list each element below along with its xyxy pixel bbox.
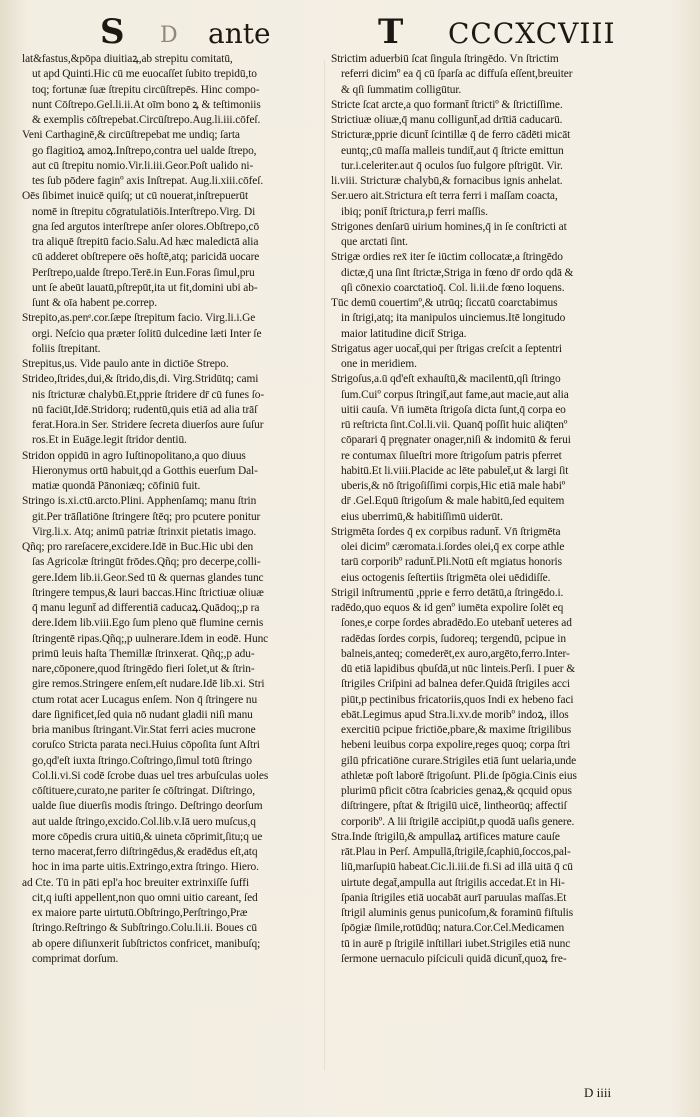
text-line: Stricturæ,pprie dicunt̄ ſcintillæ q̄ de ferro cādēti micāt (331, 129, 571, 142)
text-line: ſum.Cuiº corpus ſtringit̄,aut fame,aut macie,aut alia (341, 388, 569, 401)
text-line: gire remos.Stringere enſem,eſt nudare.Idē lib.xi. Stri (32, 678, 265, 691)
text-line: Strigatus ager uocat̄,qui per ſtrigas creſcit a ſeptentri (331, 342, 562, 355)
text-line: in ſtrigi,atq; ita manipulos uinciemus.Itē longitudo (341, 312, 566, 325)
text-line: habitū.Et li.viii.Placide ac lēte pabulet̄,ut & largi ſit (341, 464, 569, 477)
text-line: Strepitus,us. Vide paulo ante in dictiōe Strepo. (22, 358, 229, 370)
text-line: olei dicimº cæromata.i.ſordes olei,q̄ ex corpe athle (341, 541, 565, 553)
text-line: aut cū ſtrepitu nomio.Vir.li.iii.Geor.Poſt ualido ni- (32, 159, 254, 172)
text-line: eius octogenis ſeſtertiis ſtrigmēta olei uēdidiſſe. (341, 571, 551, 584)
text-line: rū reſtricta ſint.Col.li.vii. Quanq̄ poſſit huic aliq̄tenº (341, 419, 568, 431)
text-line: q̄ manu legunt̄ ad differentiā caducaꝝ.Quādoq;,p ra (32, 602, 260, 614)
text-line: Strigmēta ſordes q̄ ex corpibus radunt̄. Vn̄ ſtrigmēta (331, 525, 561, 538)
text-line: corporibº. A lii ſtrigilē accipiūt,p quodā uaſis genere. (341, 815, 575, 828)
text-line: comprimat dorſum. (32, 952, 119, 965)
text-line: ibiq; ponit̄ ſtrictura,p ferri maſſis. (341, 205, 488, 218)
text-line: foliis ſtrepitant. (32, 342, 101, 355)
text-line: exercitiū pcipue frictiōe,pbare,& maxime ſtrigilibus (341, 724, 572, 736)
text-line: balneis,anteq; comederēt,ex auro,argēto,ferro.Inter- (341, 647, 570, 660)
text-line: git.Per trāſlatiōne ſtringere ſtēq; pro pcutere ponitur (32, 510, 261, 523)
text-line: Strictim aduerbiū ſcat ſingula ſtringēdo. Vn ſtrictim (331, 53, 559, 65)
text-line: bria manibus ſtringant.Vir.Stat ferri acies mucrone (32, 724, 256, 736)
text-line: coruſco Stricta parata neci.Huius cōpoſita ſunt Aſtri (32, 739, 260, 752)
header-left-word: ante (208, 17, 271, 50)
text-line: Strideo,ſtrides,dui,& ſtrido,dis,di. Virg.Stridūtq; cami (22, 373, 259, 386)
text-line: ad Cte. Tū in pāti epl'a hoc breuiter extrinxiſſe ſuffi (22, 876, 250, 889)
text-line: nis ſtricturæ chalybū.Et,pprie ſtridere dr̄ cū funes ſo- (32, 388, 265, 401)
text-line: Virg.li.x. Atq; animū patriæ ſtrinxit pietatis imago. (32, 525, 257, 538)
text-line: ſones,e corpe ſordes abradēdo.Eo utebant̄ ueteres ad (341, 617, 572, 630)
text-line: eius uberrimū,& habitiſſimū uiderūt. (341, 510, 503, 523)
text-line: ſtringere tempus,& lauri baccas.Hinc ſtrictiuæ oliuæ (32, 586, 264, 599)
text-line: li.viii. Stricturæ chalybū,& fornacibus ignis anhelat. (331, 175, 563, 187)
text-line: ut apd Quinti.Hic cū me euocaſſet ſubito trepidū,to (32, 68, 257, 81)
text-line: piūt,p pectinibus fricatoriis,quos Indi ex hebeno faci (341, 693, 574, 706)
text-line: diſtringere, pſtat & ſtrigilū uicē, lintheorūq; affectiſ (341, 800, 567, 813)
text-line: que arctati ſint. (341, 236, 408, 248)
text-line: Strepito,as.penᵉ.cor.ſæpe ſtrepitum facio. Virg.li.i.Ge (22, 312, 256, 325)
text-line: Hieronymus ortū habuit,qd a Gotthis euerſum Dal- (32, 464, 258, 477)
text-line: gna ſed argutos interſtrepe anſer olores.Obſtrepo,cō (32, 220, 260, 233)
text-line: nunt Cōſtrepo.Gel.li.ii.At oīm bono ꝝ & teſtimoniis (32, 98, 261, 111)
left-text-column (22, 52, 324, 967)
text-line: tū in aurē p ſtrigilē inſtillari iubet.Strigiles etiā nunc (341, 937, 571, 950)
signature-mark: D iiii (584, 1085, 612, 1100)
text-line: euntq;,cū maſſa malleis tundit̄,aut q̄ ſtricte emittun (341, 144, 564, 157)
text-line: dr̄ .Gel.Equū ſtrigoſum & male habitū,ſed equitem (341, 495, 565, 508)
header-left-initial: S (100, 12, 125, 52)
text-line: uberis,& nō ſtrigoſiſſimi corpis,Hic etiā male habiº (341, 480, 566, 492)
text-line: & qſi ſummatim colligūtur. (341, 83, 462, 96)
text-line: rāt.Plau in Perſ. Ampullā,ſtrigilē,ſcaphiū,ſoccos,pal- (341, 846, 571, 858)
text-line: maior latitudine dicit̄ Striga. (341, 327, 467, 340)
text-line: liū,marſupiū habeat.Cic.li.iii.de fi.Si ad illā uitā q̄ cū (341, 861, 573, 874)
text-line: more cōpedis crura uitiū,& uineta cōprimit,ſitu;q ue (32, 830, 263, 843)
text-line: matiæ quondā Pānoniæq; cōfiniū fuit. (32, 480, 201, 492)
text-line: Stringo is.xi.ctū.arcto.Plini. Apphenſamq; manu ſtrin (22, 495, 257, 508)
text-line: Strigil inſtrumentū ,pprie e ferro detātū,a ſtringēdo.i. (331, 586, 564, 599)
text-line: cōſtituere,curato,ne pariter ſe cōſtringat. Diſtringo, (32, 785, 255, 797)
text-line: ebāt.Legimus apud Stra.li.xv.de moribº indoꝝ, illos (341, 708, 569, 721)
text-line: dare ſignificet,ſed quia nō nudant gladii niſi manu (32, 708, 253, 721)
text-line: unt ſe abeūt lauatū,pſtrepūt,ita ut fit,domini ubi ab- (32, 281, 258, 294)
text-line: dū etiā lapidibus qbuſdā,ut nūc linteis.Perſi. I puer & (341, 663, 575, 675)
text-line: Stra.Inde ſtrigilū,& ampullaꝝ artifices mature cauſe (331, 830, 560, 843)
text-line: gilū pfricatiōne curare.Strigiles etiā ſunt uelaria,unde (341, 754, 577, 767)
text-line: ros.Et in Euāge.legit ſtridor dentiū. (32, 434, 187, 447)
text-line: dere.Idem lib.viii.Ego ſum pleno quē flumine cernis (32, 617, 264, 630)
text-line: tes ſub pōdere faginº axis Inſtrepat. Aug.li.xiii.cōfeſ. (32, 175, 264, 187)
text-line: Strigoſus,a.ū qd'eſt exhauſtū,& macilentū,qſi ſtringo (331, 373, 561, 386)
header-right-initial: T (378, 12, 404, 52)
text-line: uirtute degat̄,ampulla aut ſtrigilis accedat.Et in Hi- (341, 876, 565, 889)
text-line: Oēs ſibimet inuicē quiſq; ut cū nouerat,inſtrepuerūt (22, 190, 249, 203)
text-line: Strigæ ordies rex̄ iter ſe iūctim collocatæ,a ſtringēdo (331, 251, 563, 264)
text-line: nū faciūt,Idē.Stridorq; rudentū,quis etiā ad alia trāſ (32, 403, 258, 416)
text-line: terno macerat,ferro diſtringēdus,& eradēdus eſt,atq (32, 846, 258, 858)
text-line: ſtringo.Reſtringo & Subſtringo.Colu.li.ii. Boues cū (32, 922, 257, 935)
text-line: Tūc demū couertimº,& utrūq; ſiccatū coarctabimus (331, 297, 558, 309)
text-line: hebeni leuibus corpa expolire,reges quoq; corpa ſtri (341, 739, 571, 752)
text-line: Qñq; pro rareſacere,excidere.Idē in Buc.Hic ubi den (22, 541, 254, 553)
text-line: tra aliquē ſtrepitū facio.Salu.Ad hæc maledictā alia (32, 236, 259, 248)
text-line: ex maiore parte uirtutū.Obſtringo,Perſtringo,Præ (32, 907, 248, 919)
text-line: aut ualde ſtringo,excido.Col.lib.v.Iā uero muſcus,q (32, 815, 256, 828)
text-line: toq; fortunæ ſuæ ſtrepitu circūſtrepēs. Hinc compo- (32, 83, 260, 96)
text-line: plurimū pficit cōtra ſcabricies genaꝝ,& qcquid opus (341, 785, 572, 797)
text-line: referri dicimº ea q̄ cū ſparſa ac diffuſa eſſent,breuiter (341, 68, 573, 81)
text-line: Veni Carthaginē,& circūſtrepebat me undiq; ſarta (22, 129, 240, 142)
text-line: qſi cōnexio coarctatioq̄. Col. li.ii.de fœno loquens. (341, 281, 565, 294)
text-line: tarū corporibº radunt̄.Pli.Notū eſt mgiatus honoris (341, 556, 562, 569)
text-line: hoc in ima parte uitis.Extringo,extra ſtringo. Hiero. (32, 861, 259, 874)
text-line: dictæ,q̄ una ſint ſtrictæ,Striga in fœno dr̄ ordo qdā & (341, 266, 574, 279)
text-line: Stricte ſcat arcte,a quo formant̄ ſtrictiº & ſtrictiſſime. (331, 98, 563, 111)
text-line: & exemplis cōſtrepebat.Circūſtrepo.Aug.li.iii.cōfeſ. (32, 114, 261, 126)
text-line: Ser.uero ait.Strictura eſt terra ferri i maſſam coacta, (331, 190, 558, 203)
text-line: gere.Idem lib.ii.Geor.Sed tū & quernas glandes tunc (32, 571, 264, 584)
text-line: go flagitioꝝ amoꝝ.Inſtrepo,contra uel ualde ſtrepo, (32, 144, 257, 157)
text-line: athletæ poſt laborē ſtrigoſunt. Pli.de ſpōgia.Cinis eius (341, 769, 577, 782)
text-line: ſtrigiles Criſpini ad balnea defer.Quidā ſtrigiles acci (341, 678, 570, 691)
text-line: lat&fastus,&pōpa diuitiaꝝ,ab strepitu comitatū, (22, 53, 233, 65)
text-line: ſpōgiæ ſimile,rotūdūq; natura.Cor.Cel.Medicamen (341, 922, 565, 935)
text-line: radēdo,quo equos & id genº iumēta expolire ſolēt eq (331, 602, 564, 614)
text-line: orgi. Neſcio qua præter ſolitū dulcedine læti Inter ſe (32, 327, 262, 340)
right-text-column (331, 52, 661, 967)
text-line: ſas Agricolæ ſtringūt frōdes.Qñq; pro decerpe,colli- (32, 556, 261, 569)
header-left-faint-initial: D (160, 23, 178, 48)
text-line: ſtrigil aluminis genus punicoſum,& foraminū fiſtulis (341, 907, 574, 919)
text-line: tur.i.celeriter.aut q̄ oculos ſuo fulgore pſtrigūt. Vir. (341, 159, 563, 172)
text-line: nomē in ſtrepitu cōgratulatiōis.Interſtrepo.Virg. Di (32, 205, 256, 218)
text-line: ſtringentē ripas.Qñq;,p uulnerare.Idem in eodē. Hunc (32, 632, 269, 645)
text-line: cōparari q̄ pręgnater onager,niſi & indomitū & ferui (341, 434, 571, 447)
text-line: Col.li.vi.Si codē ſcrobe duas uel tres arbuſculas uoles (32, 769, 269, 782)
text-line: ab opere diſiunxerit ſubſtrictos confricet, manibuſq; (32, 937, 261, 950)
text-line: Perſtrepo,ualde ſtrepo.Terē.in Eun.Foras ſimul,pru (32, 266, 255, 279)
text-line: primū leuis haſta Themillæ ſtrinxerat. Qñq;,p adu- (32, 647, 255, 660)
text-line: ferat.Hora.in Ser. Stridere ſecreta diuerſos aure ſuſur (32, 419, 264, 431)
text-line: ſpania ſtrigiles etiā uocabāt aurī paruulas maſſas.Et (341, 891, 567, 904)
text-line: radēdas ſordes corpis, ſudoreq; tergendū, pcipue in (341, 632, 566, 645)
text-line: ſunt & oīa habent pe.correp. (32, 297, 157, 309)
text-line: one in meridiem. (341, 358, 417, 370)
text-line: nare,cōponere,quod ſtringēdo fieri ſolet,ut & ſtrin- (32, 663, 255, 675)
text-line: ctum rotat acer Lucagus enſem. Non q̄ ſtringere nu (32, 693, 258, 706)
text-line: Strictiuæ oliuæ,q̄ manu colligunt̄,ad drītiā caducarū. (331, 114, 563, 126)
text-line: Strigones denſarū uirium homines,q̄ in ſe conſtricti at (331, 220, 567, 233)
text-line: Stridon oppidū in agro Iuſtinopolitano,a quo diuus (22, 449, 246, 462)
text-line: uitii cauſa. Vn̄ iumēta ſtrigoſa dicta ſunt,q̄ corpa eo (341, 403, 566, 416)
text-line: ſermone uernaculo piſciculi quidā dicunt̄,quoꝝ fre- (341, 952, 567, 965)
text-line: cit,q iuſti appellent,non quo omni uitio careant, ſed (32, 891, 258, 904)
text-line: ualde ſiue diuerſis modis ſtringo. Deſtringo deorſum (32, 800, 263, 813)
text-line: re contumax ſilueſtri more ſtrigoſum patris pferret (341, 449, 562, 462)
running-header (0, 12, 700, 52)
text-line: cū adderet obſtrepere oēs hoſtē,atq; paricidā uocare (32, 251, 260, 264)
column-gutter (324, 60, 325, 1070)
text-line: go,qd'eſt iuxta ſtringo.Coſtringo,ſimul totū ſtringo (32, 754, 252, 767)
header-folio-number: CCCXCVIII (448, 17, 616, 50)
